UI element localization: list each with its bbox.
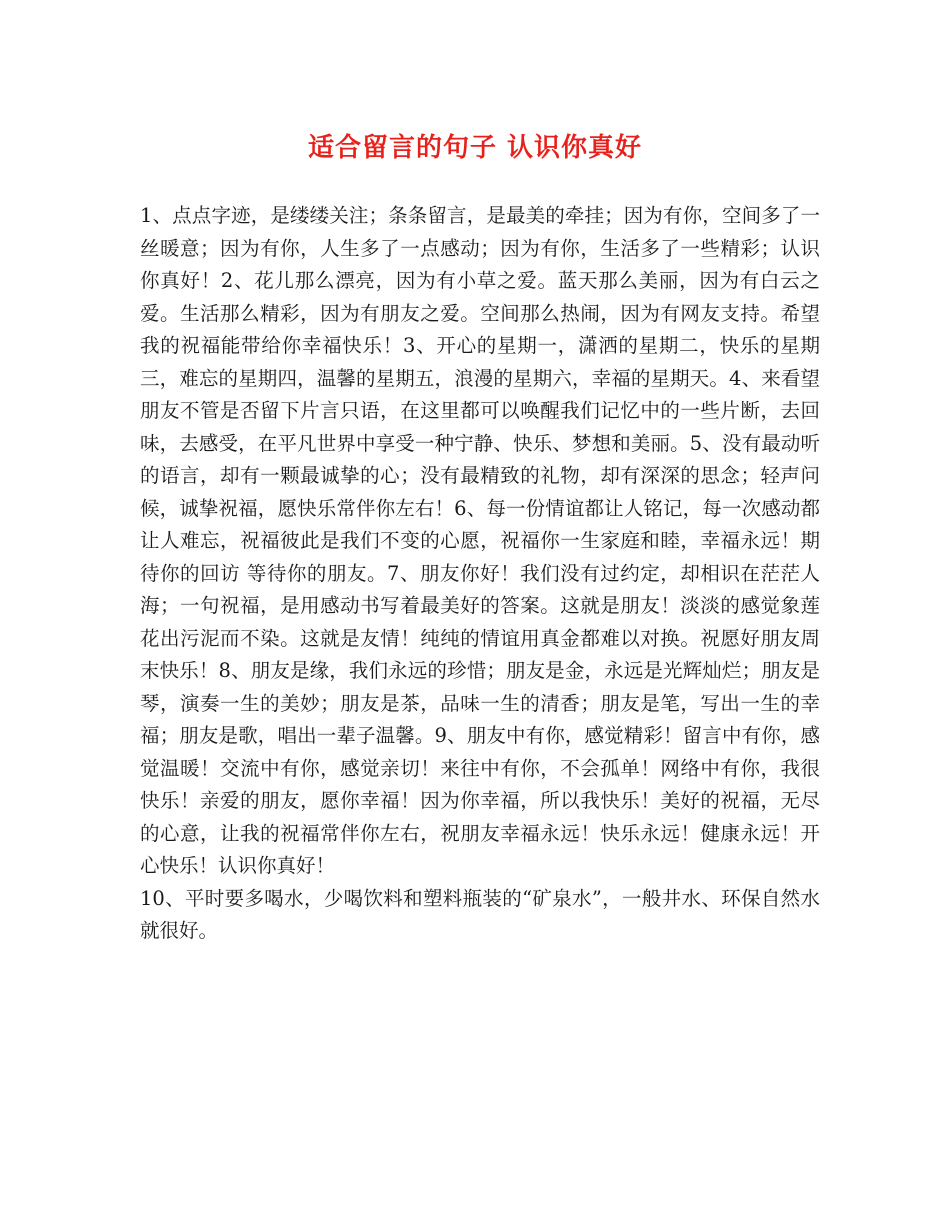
document-body	[140, 200, 820, 948]
document-title: 适合留言的句子 认识你真好	[307, 133, 643, 163]
paragraph-2: 10、平时要多喝水，少喝饮料和塑料瓶装的“矿泉水”，一般井水、环保自然水就很好。	[140, 886, 820, 942]
paragraph-1: 1、点点字迹，是缕缕关注；条条留言，是最美的牵挂；因为有你，空间多了一丝暖意；因为有你，人生多了一点感动；因为有你，生活多了一些精彩；认识你真好！2、花儿那么漂亮，因为有小草之爱。蓝天那么美丽，因为有白云之爱。生活那么精彩，因为有朋友之爱。空间那么热闹，因为有网友支持。希望我的祝福能带给你幸福快乐！3、开心的星期一，潇洒的星期二，快乐的星期三，难忘的星期四，温馨的星期五，浪漫的星期六，幸福的星期天。4、来看望朋友不管是否留下片言只语，在这里都可以唤醒我们记忆中的一些片断，去回味，去感受，在平凡世界中享受一种宁静、快乐、梦想和美丽。5、没有最动听的语言，却有一颗最诚挚的心；没有最精致的礼物，却有深深的思念；轻声问候，诚挚祝福，愿快乐常伴你左右！6、每一份情谊都让人铭记，每一次感动都让人难忘，祝福彼此是我们不变的心愿，祝福你一生家庭和睦，幸福永远！期待你的回访 等待你的朋友。7、朋友你好！我们没有过约定，却相识在茫茫人海；一句祝福，是用感动书写着最美好的答案。这就是朋友！淡淡的感觉象莲花出污泥而不染。这就是友情！纯纯的情谊用真金都难以对换。祝愿好朋友周末快乐！8、朋友是缘，我们永远的珍惜；朋友是金，永远是光辉灿烂；朋友是琴，演奏一生的美妙；朋友是茶，品味一生的清香；朋友是笔，写出一生的幸福；朋友是歌，唱出一辈子温馨。9、朋友中有你，感觉精彩！留言中有你，感觉温暖！交流中有你，感觉亲切！来往中有你，不会孤单！网络中有你，我很快乐！亲爱的朋友，愿你幸福！因为你幸福，所以我快乐！美好的祝福，无尽的心意，让我的祝福常伴你左右，祝朋友幸福永远！快乐永远！健康永远！开心快乐！认识你真好！	[140, 204, 820, 877]
